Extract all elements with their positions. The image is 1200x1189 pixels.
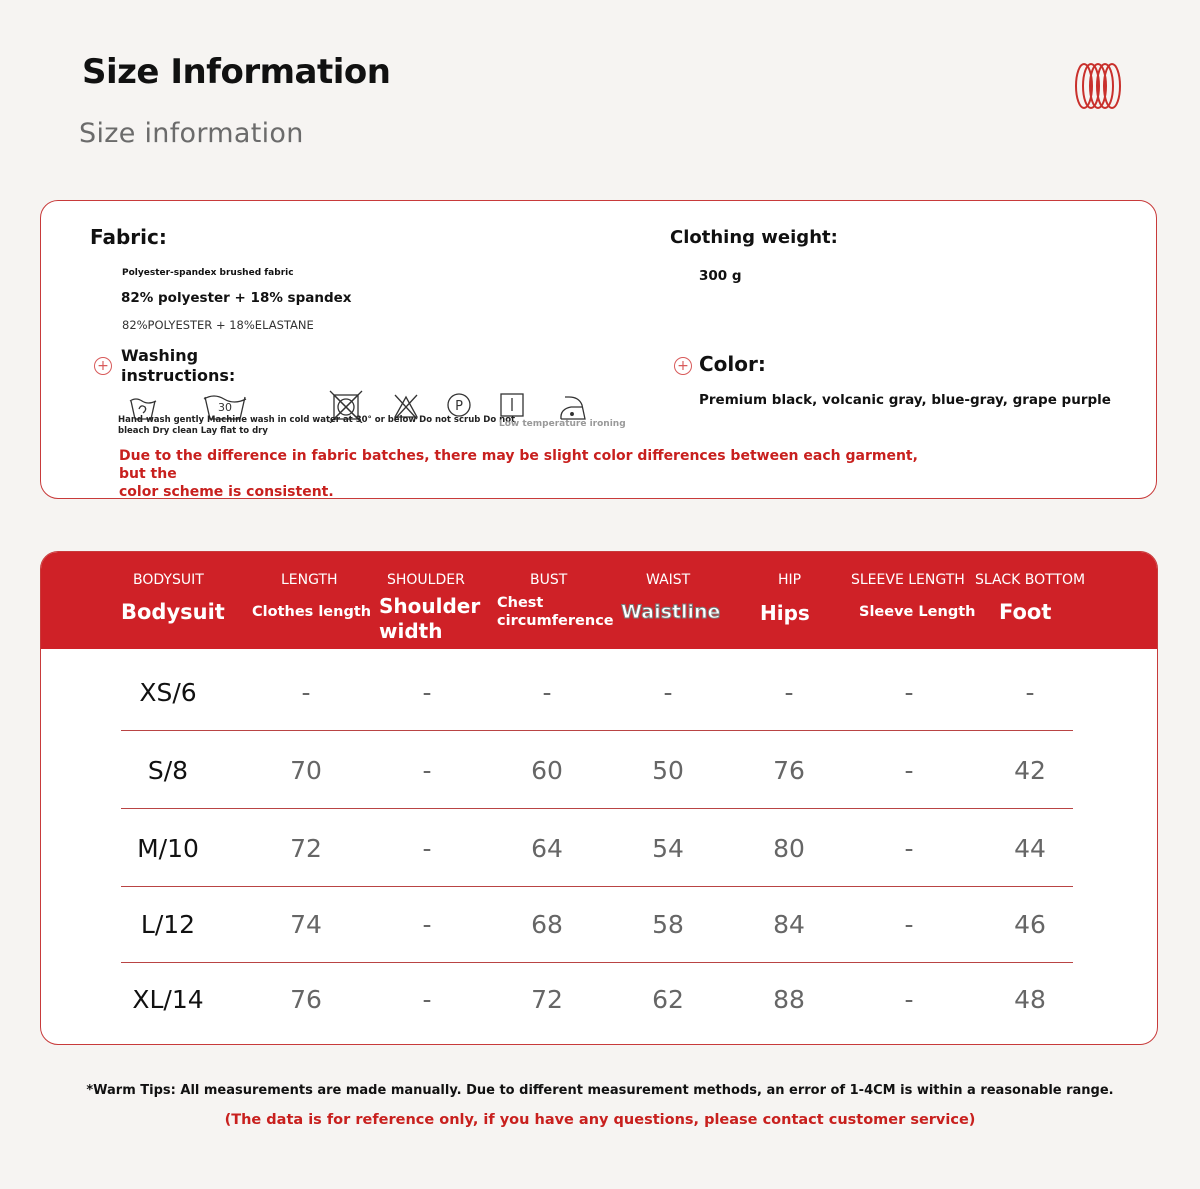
shoulder-cell: - <box>422 834 432 863</box>
washing-label-line2: instructions: <box>121 366 236 385</box>
length-cell: 72 <box>290 834 322 863</box>
col-label: Waistline <box>621 601 721 623</box>
col-en-label: SLEEVE LENGTH <box>851 572 965 588</box>
length-cell: 74 <box>290 910 322 939</box>
col-label-line1: Chest <box>497 595 544 611</box>
col-label: Clothes length <box>252 604 372 620</box>
col-label <box>379 594 480 644</box>
table-row <box>121 811 1073 887</box>
lay-flat-icon <box>501 394 523 416</box>
sleeve-cell: - <box>904 678 914 707</box>
warning-line1: Due to the difference in fabric batches, there may be slight color differences between each garment, but the <box>119 448 918 482</box>
iron-label: Low temperature ironing <box>499 419 626 429</box>
page-subtitle: Size information <box>79 118 304 149</box>
col-en-label: BODYSUIT <box>133 572 204 588</box>
size-cell: XL/14 <box>132 985 204 1014</box>
bust-cell: 72 <box>531 985 563 1014</box>
low-iron-icon <box>561 397 585 419</box>
machine-wash-temp: 30 <box>218 401 232 414</box>
size-table <box>40 551 1158 1045</box>
col-label-line2: width <box>379 619 443 643</box>
waist-cell: 62 <box>652 985 684 1014</box>
foot-cell: 44 <box>1014 834 1046 863</box>
size-cell: L/12 <box>140 910 196 939</box>
product-info-card <box>40 200 1157 499</box>
foot-cell: 48 <box>1014 985 1046 1014</box>
shoulder-cell: - <box>422 678 432 707</box>
care-instructions-text <box>118 415 518 437</box>
col-label <box>497 594 614 630</box>
care-text-line1: Hand wash gently Machine wash in cold water at 30° or below Do not scrub Do not <box>118 415 516 425</box>
fabric-label: Fabric: <box>90 225 167 249</box>
table-row <box>121 655 1073 731</box>
hip-cell: 80 <box>773 834 805 863</box>
col-en-label: BUST <box>530 572 568 588</box>
waist-cell: 54 <box>652 834 684 863</box>
size-table-header <box>41 552 1157 649</box>
bust-cell: 60 <box>531 756 563 785</box>
col-label: Bodysuit <box>121 600 225 624</box>
table-row <box>121 887 1073 963</box>
waist-cell: 50 <box>652 756 684 785</box>
shoulder-cell: - <box>422 756 432 785</box>
page-title: Size Information <box>82 52 391 92</box>
col-label-line2: circumference <box>497 613 614 629</box>
col-label: Foot <box>999 600 1052 624</box>
washing-label <box>121 346 235 386</box>
warning-line2: color scheme is consistent. <box>119 484 334 500</box>
col-en-label: HIP <box>778 572 802 588</box>
length-cell: 70 <box>290 756 322 785</box>
bust-cell: 68 <box>531 910 563 939</box>
color-warning <box>119 447 939 501</box>
shoulder-cell: - <box>422 910 432 939</box>
hip-cell: 84 <box>773 910 805 939</box>
foot-cell: - <box>1025 678 1035 707</box>
col-label-line1: Shoulder <box>379 594 481 618</box>
warm-tip: *Warm Tips: All measurements are made manually. Due to different measurement methods, an error of 1-4CM is within a reasonable range. <box>86 1083 1114 1098</box>
plus-circle-icon: + <box>94 357 112 375</box>
weight-label: Clothing weight: <box>670 227 838 248</box>
col-en-label: LENGTH <box>281 572 338 588</box>
sleeve-cell: - <box>904 985 914 1014</box>
care-text-line2: bleach Dry clean Lay flat to dry <box>118 426 268 436</box>
fabric-type: Polyester-spandex brushed fabric <box>122 268 294 278</box>
col-label: Sleeve Length <box>859 604 976 620</box>
waist-cell: - <box>663 678 673 707</box>
plus-circle-icon: + <box>674 357 692 375</box>
table-row <box>121 962 1073 1037</box>
shoulder-cell: - <box>422 985 432 1014</box>
size-cell: M/10 <box>137 834 199 863</box>
sleeve-cell: - <box>904 834 914 863</box>
sleeve-cell: - <box>904 910 914 939</box>
col-label: Hips <box>760 601 810 625</box>
rings-logo-icon <box>1070 60 1126 112</box>
fabric-composition: 82% polyester + 18% spandex <box>121 290 352 306</box>
size-cell: XS/6 <box>139 678 197 707</box>
waist-cell: 58 <box>652 910 684 939</box>
hip-cell: 88 <box>773 985 805 1014</box>
foot-cell: 46 <box>1014 910 1046 939</box>
weight-value: 300 g <box>699 268 742 284</box>
table-row <box>121 733 1073 809</box>
col-en-label: WAIST <box>646 572 691 588</box>
col-en-label: SLACK BOTTOM <box>975 572 1086 588</box>
hip-cell: - <box>784 678 794 707</box>
sleeve-cell: - <box>904 756 914 785</box>
bust-cell: 64 <box>531 834 563 863</box>
hip-cell: 76 <box>773 756 805 785</box>
fabric-composition-en: 82%POLYESTER + 18%ELASTANE <box>122 318 314 332</box>
color-label: Color: <box>699 352 766 376</box>
reference-note: (The data is for reference only, if you have any questions, please contact customer service) <box>224 1112 976 1128</box>
size-cell: S/8 <box>147 756 189 785</box>
length-cell: 76 <box>290 985 322 1014</box>
bust-cell: - <box>542 678 552 707</box>
color-value: Premium black, volcanic gray, blue-gray, grape purple <box>699 392 1111 408</box>
dry-clean-symbol: P <box>455 399 463 414</box>
washing-label-line1: Washing <box>121 346 199 365</box>
length-cell: - <box>301 678 311 707</box>
col-en-label: SHOULDER <box>387 572 465 588</box>
foot-cell: 42 <box>1014 756 1046 785</box>
